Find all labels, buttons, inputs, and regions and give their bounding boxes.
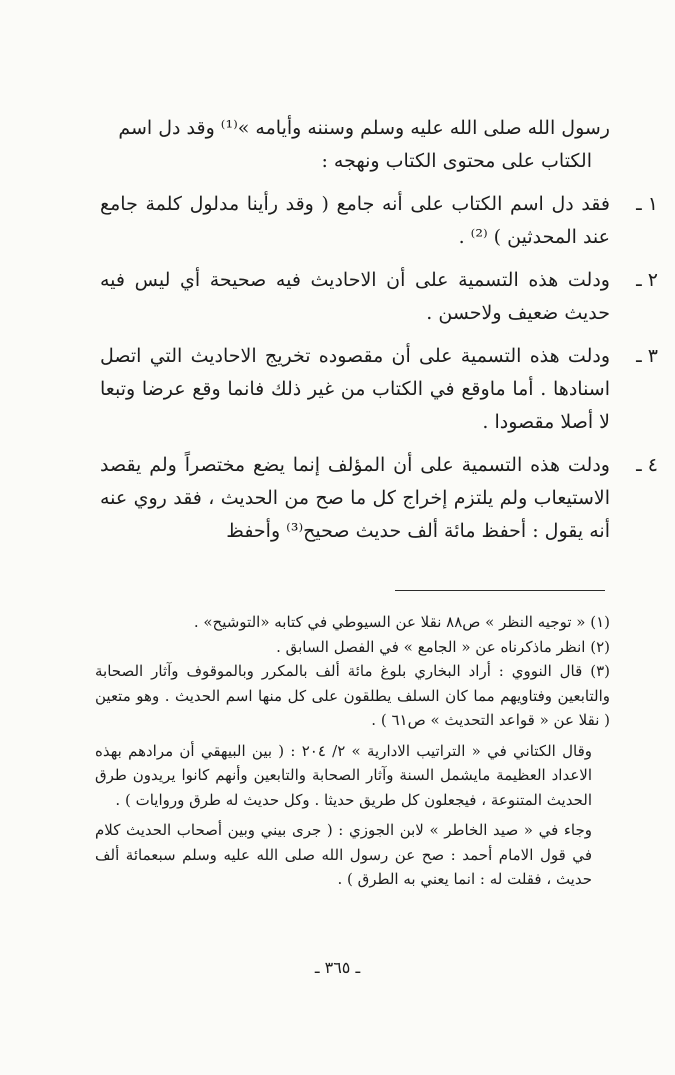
footnote-3-para-3: وجاء في « صيد الخاطر » لابن الجوزي : ( جرى بيني وبين أصحاب الحديث كلام في قول الامام أحمد : صح عن رسول الله صلى الله عليه وسلم سبعمائة ألف حديث ، فقلت له : انما يعني به الطرق ) . <box>95 821 592 888</box>
item-number: ٤ ـ <box>636 454 658 476</box>
item-number: ٣ ـ <box>636 345 658 367</box>
item-text: ودلت هذه التسمية على أن المؤلف إنما يضع مختصراً ولم يقصد الاستيعاب ولم يلتزم إخراج كل ما صح من الحديث ، فقد روي عنه أنه يقول : أحفظ مائة ألف حديث صحيح⁽³⁾ وأحفظ <box>100 454 610 542</box>
main-text <box>100 112 658 548</box>
footnote-3: (٣) قال النووي : أراد البخاري بلوغ مائة ألف بالمكرر وبالموقوف وآثار الصحابة والتابعين وفتاويهم مما كان السلف يطلقون على كل منها اسم الحديث . وهو متعين ( نقلا عن « قواعد التحديث » ص٦١ ) . <box>95 662 610 729</box>
list-item <box>100 188 658 254</box>
item-text: ودلت هذه التسمية على أن الاحاديث فيه صحيحة أي ليس فيه حديث ضعيف ولاحسن . <box>100 269 610 324</box>
intro-line-1: رسول الله صلى الله عليه وسلم وسننه وأيامه »⁽¹⁾ وقد دل اسم <box>118 117 610 139</box>
item-text: فقد دل اسم الكتاب على أنه جامع ( وقد رأينا مدلول كلمة جامع عند المحدثين ) ⁽²⁾ . <box>100 193 610 248</box>
footnote-2: (٢) انظر ماذكرناه عن « الجامع » في الفصل السابق . <box>276 637 610 656</box>
footnote-1: (١) « توجيه النظر » ص٨٨ نقلا عن السيوطي في كتابه «التوشيح» . <box>193 613 610 631</box>
footnote-3-para-2: وقال الكتاني في « التراتيب الادارية » ٢/ ٢٠٤ : ( بين البيهقي أن مرادهم بهذه الاعداد العظيمة مايشمل السنة وآثار الصحابة والتابعين وأنهم كانوا يريدون طرق الحديث المتنوعة ، فيجعلون كل طريق حديثا . وكل حديث له طرق وروايات ) . <box>95 741 592 809</box>
footnotes <box>95 610 610 892</box>
item-number: ١ ـ <box>636 193 658 215</box>
list-item <box>100 449 658 548</box>
page-number: ـ ٣٦٥ ـ <box>314 958 361 977</box>
item-text: ودلت هذه التسمية على أن مقصوده تخريج الاحاديث التي اتصل اسنادها . أما ماوقع في الكتاب من غير ذلك فانما وقع عرضا وتبعا لا أصلا مقصودا . <box>100 345 610 433</box>
item-number: ٢ ـ <box>636 269 658 291</box>
list-item <box>100 340 658 439</box>
intro-line-2: الكتاب على محتوى الكتاب ونهجه : <box>321 150 592 172</box>
footnote-separator <box>395 590 605 591</box>
list-item <box>100 264 658 330</box>
